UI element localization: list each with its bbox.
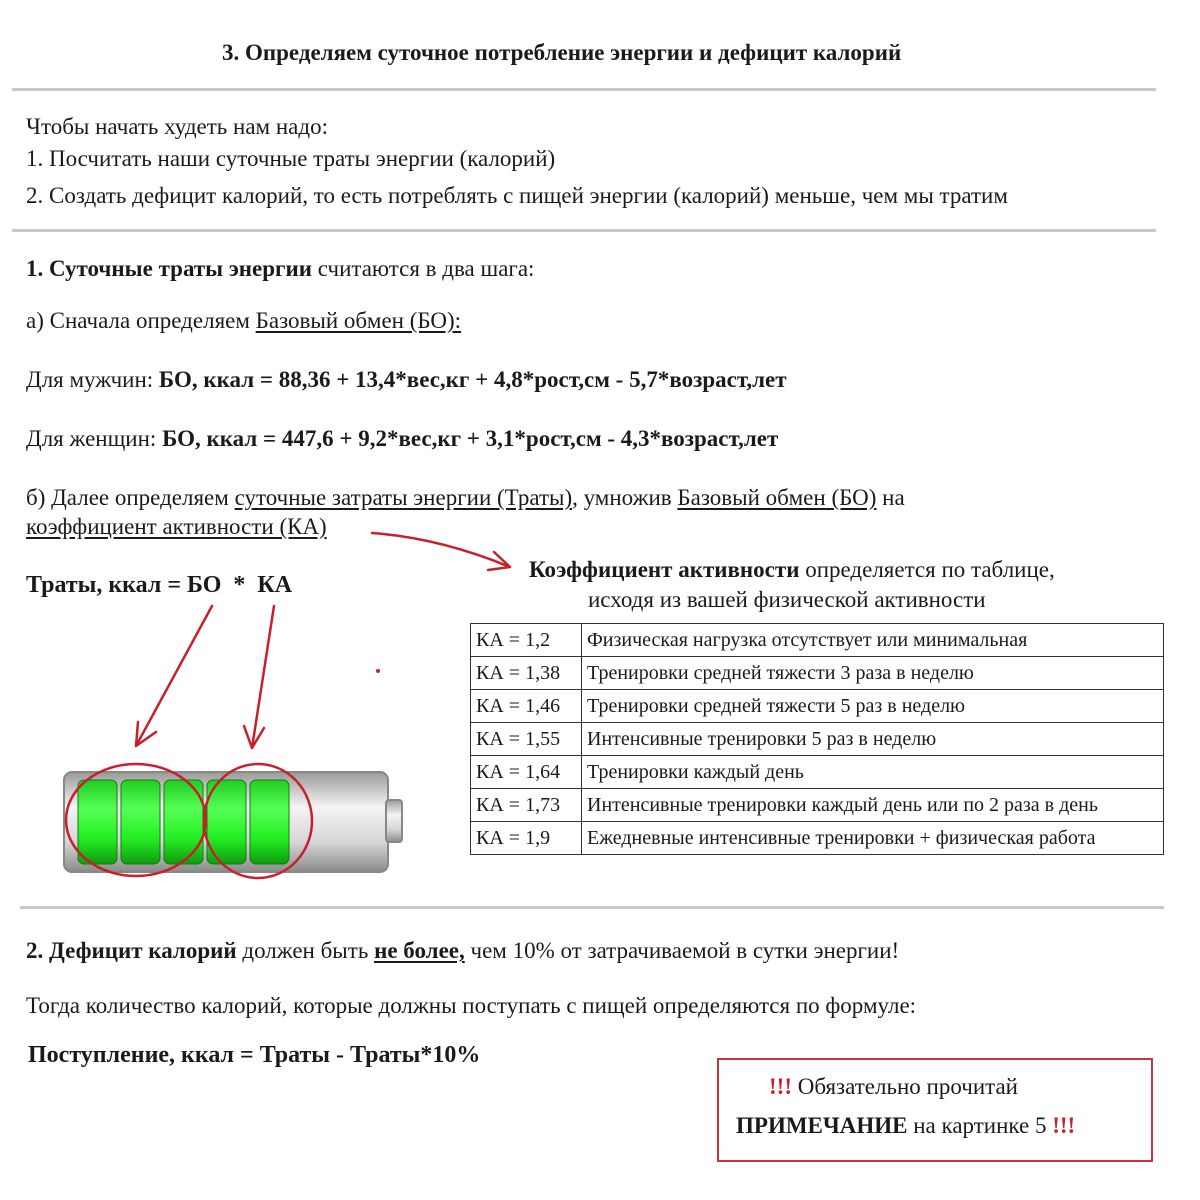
- ka-value-cell: КА = 1,38: [471, 657, 582, 690]
- section2-line2: Тогда количество калорий, которые должны поступать с пищей определяются по формуле:: [26, 993, 917, 1018]
- step-b-prefix: б) Далее определяем: [26, 485, 235, 510]
- step-b-mid: , умножив: [572, 485, 678, 510]
- arrow-ka-heading: [372, 533, 510, 570]
- intro-item-2: 2. Создать дефицит калорий, то есть потреблять с пищей энергии (калорий) меньше, чем мы тратим: [26, 183, 1008, 208]
- men-formula: БО, ккал = 88,36 + 13,4*вес,кг + 4,8*рост,см - 5,7*возраст,лет: [158, 367, 787, 392]
- men-label: Для мужчин:: [26, 367, 159, 392]
- ka-value-cell: КА = 1,55: [471, 723, 582, 756]
- ka-description-cell: Физическая нагрузка отсутствует или минимальная: [582, 624, 1164, 657]
- battery-terminal: [386, 800, 402, 842]
- ka-heading-bold: Коэффициент активности: [529, 557, 800, 582]
- ka-description-cell: Тренировки каждый день: [582, 756, 1164, 789]
- section2-heading-bold: 2. Дефицит калорий: [26, 938, 237, 963]
- page-title: 3. Определяем суточное потребление энергии и дефицит калорий: [222, 40, 902, 65]
- intro-item-1: 1. Посчитать наши суточные траты энергии (калорий): [26, 146, 556, 171]
- ka-value-cell: КА = 1,64: [471, 756, 582, 789]
- ka-description-cell: Ежедневные интенсивные тренировки + физическая работа: [582, 822, 1164, 855]
- battery-cell: [250, 780, 289, 864]
- ka-description-cell: Интенсивные тренировки каждый день или по 2 раза в день: [582, 789, 1164, 822]
- note-line-1: [769, 1074, 1018, 1100]
- women-formula: БО, ккал = 447,6 + 9,2*вес,кг + 3,1*рост,см - 4,3*возраст,лет: [162, 426, 779, 451]
- battery-cell: [78, 780, 117, 864]
- traty-formula: Траты, ккал = БО * КА: [26, 572, 293, 598]
- step-b-link-ka: коэффициент активности (КА): [26, 514, 327, 539]
- arrow-ka: [244, 606, 274, 748]
- ka-value-cell: КА = 1,9: [471, 822, 582, 855]
- ka-heading-rest: определяется по таблице,: [799, 557, 1055, 582]
- intro-lead: Чтобы начать худеть нам надо:: [26, 114, 328, 139]
- section1-heading-bold: 1. Суточные траты энергии: [26, 256, 312, 281]
- section2-heading: [26, 938, 899, 964]
- ka-description-cell: Тренировки средней тяжести 3 раза в неделю: [582, 657, 1164, 690]
- step-b-suffix: на: [876, 485, 905, 510]
- note-line-2-text: на картинке 5: [907, 1113, 1053, 1138]
- note-line-1-text: Обязательно прочитай: [791, 1074, 1018, 1099]
- note-line-2: [736, 1113, 1075, 1139]
- step-b-link-traty: суточные затраты энергии (Траты): [234, 485, 573, 510]
- ka-description-cell: Интенсивные тренировки 5 раз в неделю: [582, 723, 1164, 756]
- section1-heading-rest: считаются в два шага:: [312, 256, 535, 281]
- ka-heading-line2: исходя из вашей физической активности: [588, 587, 986, 612]
- divider-section2: [20, 906, 1164, 909]
- battery-cells: [78, 780, 289, 864]
- note-excl-1: !!!: [769, 1074, 792, 1099]
- note-excl-2: !!!: [1052, 1113, 1076, 1138]
- section2-formula: Поступление, ккал = Траты - Траты*10%: [28, 1042, 481, 1068]
- note-line-2-bold: ПРИМЕЧАНИЕ: [736, 1113, 908, 1138]
- section2-heading-emph: не более,: [374, 938, 465, 963]
- ka-description-cell: Тренировки средней тяжести 5 раз в неделю: [582, 690, 1164, 723]
- ka-value-cell: КА = 1,2: [471, 624, 582, 657]
- section2-heading-rest: чем 10% от затрачиваемой в сутки энергии!: [464, 938, 900, 963]
- red-dot: [376, 669, 380, 673]
- ka-value-cell: КА = 1,46: [471, 690, 582, 723]
- note-box: [717, 1058, 1153, 1162]
- women-label: Для женщин:: [26, 426, 163, 451]
- step-a-prefix: а) Сначала определяем: [26, 308, 256, 333]
- step-a-link: Базовый обмен (БО):: [255, 308, 462, 333]
- arrow-bo: [136, 606, 212, 746]
- section2-heading-mid: должен быть: [236, 938, 375, 963]
- step-b-link-bo: Базовый обмен (БО): [677, 485, 877, 510]
- battery-cell: [121, 780, 160, 864]
- ka-value-cell: КА = 1,73: [471, 789, 582, 822]
